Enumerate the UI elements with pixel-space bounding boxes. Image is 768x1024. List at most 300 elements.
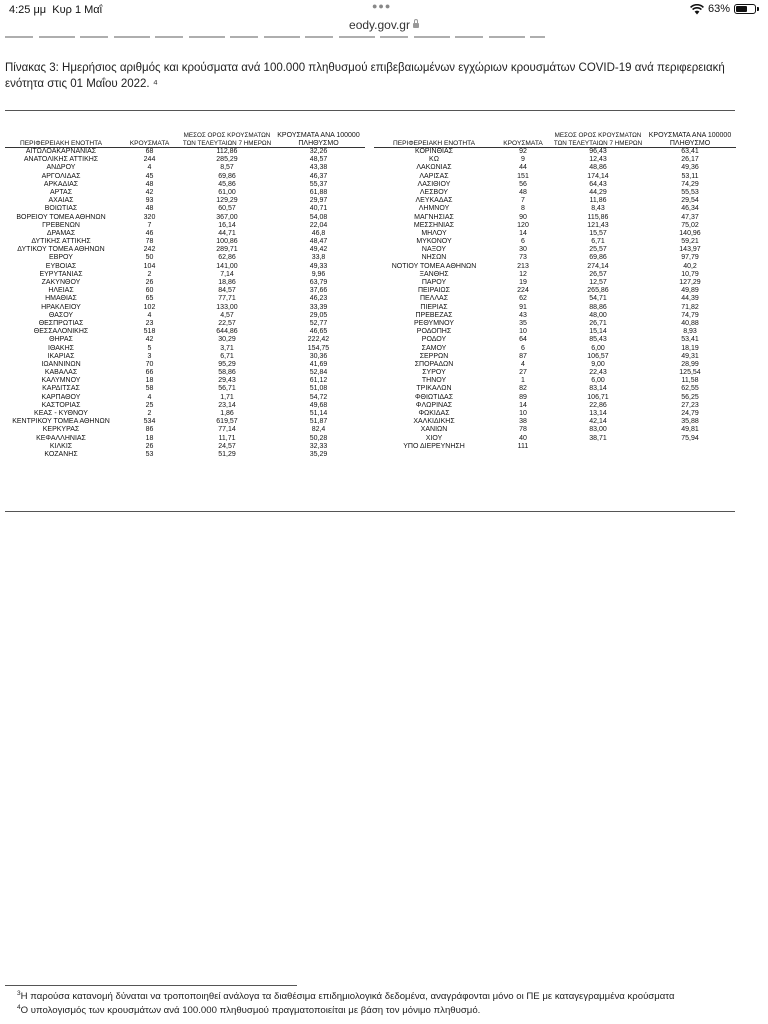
table-row [5, 435, 365, 443]
cell-per100k: 40,88 [681, 319, 699, 327]
cell-cases: 62 [519, 295, 527, 303]
table-row [374, 197, 736, 205]
cell-per100k: 43,38 [309, 164, 328, 172]
cell-per100k: 29,05 [309, 311, 328, 319]
cell-per100k: 71,82 [681, 303, 699, 311]
table-row [5, 410, 365, 418]
cell-unit: ΘΗΡΑΣ [49, 336, 73, 344]
table-row [374, 435, 736, 443]
cell-cases: 151 [517, 172, 529, 180]
footnote-4: $^4$Ο υπολογισμός των κρουσμάτων ανά 100.000 πληθυσμού πραγματοποιείται με βάση τον μόνιμο πληθυσμό. [17, 1004, 481, 1016]
battery-icon [734, 4, 756, 14]
cell-per100k: 49,42 [309, 246, 328, 254]
cell-cases: 35 [519, 319, 527, 327]
cell-unit: ΔΡΑΜΑΣ [46, 229, 76, 237]
cell-cases: 60 [145, 287, 154, 295]
table-row [374, 328, 736, 336]
cell-avg7: 106,71 [587, 393, 609, 401]
cell-avg7: 11,86 [589, 197, 607, 205]
table-row [374, 263, 736, 271]
cell-unit: ΚΑΡΠΑΘΟΥ [41, 393, 81, 401]
table-row [5, 295, 365, 303]
cell-per100k: 30,36 [309, 352, 328, 360]
cell-per100k: 29,54 [681, 197, 699, 205]
cell-unit: ΚΙΛΚΙΣ [49, 442, 73, 450]
cell-unit: ΝΗΣΩΝ [421, 254, 447, 262]
cell-per100k: 37,66 [309, 287, 328, 295]
table-header [5, 126, 365, 148]
cell-cases: 53 [145, 450, 154, 458]
table-row [5, 304, 365, 312]
table-row [5, 271, 365, 279]
cell-cases: 1 [521, 377, 525, 385]
cell-avg7: 61,00 [218, 188, 236, 196]
cell-unit: ΚΑΛΥΜΝΟΥ [41, 377, 81, 385]
table-row [374, 377, 736, 385]
header-avg7: ΜΕΣΟΣ ΟΡΟΣ ΚΡΟΥΣΜΑΤΩΝ ΤΩΝ ΤΕΛΕΥΤΑΙΩΝ 7 ΗΜΕΡΩΝ [553, 132, 643, 147]
cell-avg7: 121,43 [587, 221, 609, 229]
cell-cases: 89 [519, 393, 527, 401]
cell-avg7: 15,57 [589, 229, 607, 237]
table-row [5, 377, 365, 385]
cell-unit: ΛΗΜΝΟΥ [418, 205, 450, 213]
clipped-previous-content [5, 36, 545, 38]
cell-cases: 2 [147, 410, 152, 417]
cell-per100k: 143,97 [679, 246, 701, 254]
cell-avg7: 25,57 [589, 246, 607, 254]
cell-cases: 104 [143, 262, 156, 270]
table-row [5, 320, 365, 328]
cell-unit: ΣΕΡΡΩΝ [419, 352, 449, 360]
cell-per100k: 41,69 [309, 360, 328, 368]
cell-cases: 26 [145, 279, 154, 286]
cell-per100k: 49,89 [681, 287, 699, 295]
cell-cases: 27 [519, 369, 527, 377]
cell-cases: 111 [517, 442, 529, 450]
cell-unit: ΑΙΤΩΛΟΑΚΑΡΝΑΝΙΑΣ [25, 148, 97, 155]
cell-per100k: 35,29 [309, 450, 328, 458]
cell-unit: ΛΑΣΙΘΙΟΥ [417, 180, 451, 188]
multitasking-dots-icon[interactable]: ●●● [372, 1, 392, 11]
cell-per100k: 29,97 [309, 197, 328, 205]
cell-avg7: 6,71 [591, 238, 605, 246]
cell-avg7: 15,14 [589, 328, 607, 336]
cell-unit: ΣΠΟΡΑΔΩΝ [414, 360, 454, 368]
cell-per100k: 51,08 [309, 385, 328, 393]
cell-per100k: 28,99 [681, 360, 699, 368]
cell-avg7: 30,29 [218, 336, 236, 344]
cell-unit: ΑΝΑΤΟΛΙΚΗΣ ΑΤΤΙΚΗΣ [23, 156, 99, 164]
table-row [374, 181, 736, 189]
cell-avg7 [552, 443, 644, 451]
table-row [5, 181, 365, 189]
cell-unit: ΤΗΝΟΥ [421, 377, 447, 385]
cell-cases: 224 [517, 287, 529, 295]
table-row [374, 410, 736, 418]
cell-per100k: 53,11 [681, 172, 699, 180]
cell-avg7: 83,14 [589, 385, 607, 393]
table-row [374, 320, 736, 328]
table-bottom-rule [5, 511, 735, 512]
cell-unit: ΗΜΑΘΙΑΣ [45, 295, 77, 303]
cell-per100k: 55,53 [681, 188, 699, 196]
cell-avg7: 58,86 [218, 369, 236, 377]
cell-unit: ΥΠΟ ΔΙΕΡΕΥΝΗΣΗ [403, 442, 465, 450]
cell-unit: ΡΟΔΟΠΗΣ [416, 328, 452, 336]
table-row [374, 369, 736, 377]
cell-cases: 9 [521, 156, 525, 164]
cell-unit: ΒΟΡΕΙΟΥ ΤΟΜΕΑ ΑΘΗΝΩΝ [16, 213, 106, 221]
cell-per100k: 26,17 [681, 156, 699, 164]
cell-unit: ΛΑΚΩΝΙΑΣ [416, 164, 452, 172]
cell-unit: ΗΡΑΚΛΕΙΟΥ [41, 303, 81, 311]
cell-cases: 44 [519, 164, 527, 172]
table-row [5, 361, 365, 369]
table-row [5, 443, 365, 451]
cell-unit: ΧΑΝΙΩΝ [420, 426, 448, 434]
cell-avg7: 12,57 [589, 279, 607, 286]
cell-per100k: 51,14 [309, 410, 328, 417]
cell-unit: ΡΟΔΟΥ [421, 336, 447, 344]
table-row [5, 451, 365, 459]
cell-cases: 40 [519, 434, 527, 442]
header-avg7: ΜΕΣΟΣ ΟΡΟΣ ΚΡΟΥΣΜΑΤΩΝ ΤΩΝ ΤΕΛΕΥΤΑΙΩΝ 7 ΗΜΕΡΩΝ [182, 132, 272, 147]
cell-per100k: 22,04 [309, 221, 328, 229]
cell-avg7: 22,43 [589, 369, 607, 377]
cell-cases: 7 [147, 221, 152, 229]
cell-avg7: 42,14 [589, 418, 607, 426]
cell-unit: ΚΟΖΑΝΗΣ [44, 450, 78, 458]
cell-unit: ΘΕΣΠΡΩΤΙΑΣ [38, 319, 84, 327]
cell-unit: ΘΕΣΣΑΛΟΝΙΚΗΣ [33, 328, 89, 336]
cell-unit: ΚΩ [429, 156, 439, 164]
cell-unit: ΜΗΛΟΥ [421, 229, 447, 237]
cell-unit: ΚΑΣΤΟΡΙΑΣ [41, 401, 81, 409]
cell-unit: ΑΡΤΑΣ [49, 188, 73, 196]
table-row [5, 189, 365, 197]
cell-per100k: 62,55 [681, 385, 699, 393]
cell-avg7: 16,14 [218, 221, 236, 229]
cell-cases: 120 [517, 221, 529, 229]
cell-per100k: 46,34 [681, 205, 699, 213]
cell-unit: ΖΑΚΥΝΘΟΥ [41, 279, 81, 286]
cell-unit: ΑΡΓΟΛΙΔΑΣ [41, 172, 81, 180]
cell-per100k: 51,87 [309, 418, 328, 426]
cell-per100k: 74,29 [681, 180, 699, 188]
cell-cases: 90 [519, 213, 527, 221]
cell-avg7: 83,00 [589, 426, 607, 434]
cell-cases: 4 [521, 360, 525, 368]
cell-avg7: 26,57 [589, 270, 607, 278]
cell-cases: 48 [145, 205, 154, 213]
table-row [374, 246, 736, 254]
cell-avg7: 115,86 [587, 213, 609, 221]
cell-unit: ΝΟΤΙΟΥ ΤΟΜΕΑ ΑΘΗΝΩΝ [391, 262, 477, 270]
cell-per100k: 56,25 [681, 393, 699, 401]
cell-cases: 244 [143, 156, 156, 164]
table-row [5, 222, 365, 230]
cell-unit: ΔΥΤΙΚΗΣ ΑΤΤΙΚΗΣ [31, 238, 91, 246]
table-row [5, 394, 365, 402]
cell-per100k: 32,33 [309, 442, 328, 450]
cell-per100k: 50,28 [309, 434, 328, 442]
footnote-3: $^3$Η παρούσα κατανομή δύναται να τροποποιηθεί ανάλογα τα διαθέσιμα επιδημιολογικά δεδομένα, αναγράφονται μόνο οι ΠΕ με καταγεγραμμένα κρούσματα [17, 990, 675, 1002]
table-left-half [5, 126, 365, 459]
cell-cases: 14 [519, 229, 527, 237]
header-cases: ΚΡΟΥΣΜΑΤΑ [129, 139, 170, 147]
cell-avg7: 54,71 [589, 295, 607, 303]
cell-unit: ΠΕΛΛΑΣ [419, 295, 449, 303]
cell-avg7: 100,86 [216, 238, 238, 246]
cell-per100k: 9,96 [311, 270, 326, 278]
cell-per100k: 49,36 [681, 164, 699, 172]
header-unit: ΠΕΡΙΦΕΡΕΙΑΚΗ ΕΝΟΤΗΤΑ [392, 139, 476, 147]
cell-cases: 10 [519, 410, 527, 417]
cell-unit: ΚΕΦΑΛΛΗΝΙΑΣ [36, 434, 86, 442]
cell-avg7: 174,14 [587, 172, 609, 180]
table-row [374, 345, 736, 353]
cell-cases: 92 [519, 148, 527, 155]
table-row [374, 173, 736, 181]
table-row [374, 205, 736, 213]
table-header [374, 126, 736, 148]
cell-cases: 242 [143, 246, 156, 254]
cell-unit: ΦΩΚΙΔΑΣ [418, 410, 450, 417]
cell-cases: 42 [145, 188, 154, 196]
cell-cases: 66 [145, 369, 154, 377]
cell-per100k: 24,79 [681, 410, 699, 417]
table-row [374, 254, 736, 262]
cell-per100k: 46,37 [309, 172, 328, 180]
cell-unit: ΛΕΥΚΑΔΑΣ [415, 197, 453, 205]
table-row [5, 287, 365, 295]
cell-unit: ΜΑΓΝΗΣΙΑΣ [414, 213, 454, 221]
cell-cases: 8 [521, 205, 525, 213]
cell-per100k: 46,23 [309, 295, 328, 303]
cell-avg7: 85,43 [589, 336, 607, 344]
cell-per100k: 63,79 [309, 279, 328, 286]
cell-cases: 68 [145, 148, 154, 155]
cell-avg7: 62,86 [218, 254, 236, 262]
table-body-left [5, 148, 365, 459]
cell-cases: 320 [143, 213, 156, 221]
cell-per100k: 49,81 [681, 426, 699, 434]
table-row [374, 271, 736, 279]
cell-avg7: 8,57 [220, 164, 234, 172]
cell-cases: 2 [147, 270, 152, 278]
cell-cases: 6 [521, 238, 525, 246]
cell-cases: 534 [143, 418, 156, 426]
cell-per100k: 54,08 [309, 213, 328, 221]
cell-cases: 78 [145, 238, 154, 246]
cell-unit: ΙΚΑΡΙΑΣ [47, 352, 75, 360]
cell-per100k [644, 443, 736, 451]
cell-cases: 45 [145, 172, 154, 180]
cell-cases: 43 [519, 311, 527, 319]
table-row [5, 385, 365, 393]
cell-cases: 38 [519, 418, 527, 426]
cell-per100k: 44,39 [681, 295, 699, 303]
cell-unit: ΦΘΙΩΤΙΔΑΣ [414, 393, 454, 401]
table-row [374, 361, 736, 369]
table-row [5, 214, 365, 222]
cell-per100k: 61,12 [309, 377, 328, 385]
cell-unit: ΚΑΡΔΙΤΣΑΣ [42, 385, 80, 393]
table-row [374, 443, 736, 451]
cell-avg7: 289,71 [216, 246, 238, 254]
header-per100k: ΚΡΟΥΣΜΑΤΑ ΑΝΑ 100000 ΠΛΗΘΥΣΜΟ [277, 132, 360, 147]
cell-avg7: 619,57 [216, 418, 238, 426]
cell-avg7: 48,86 [589, 164, 607, 172]
cell-cases: 10 [519, 328, 527, 336]
table-row [374, 426, 736, 434]
cell-per100k: 140,96 [679, 229, 701, 237]
table-row [374, 336, 736, 344]
cell-avg7: 18,86 [218, 279, 236, 286]
cell-unit: ΑΝΔΡΟΥ [46, 164, 76, 172]
cell-avg7: 22,57 [218, 319, 236, 327]
cell-unit: ΕΒΡΟΥ [49, 254, 73, 262]
cell-unit: ΜΥΚΟΝΟΥ [416, 238, 452, 246]
cell-unit: ΣΥΡΟΥ [422, 369, 446, 377]
cell-avg7: 6,00 [591, 377, 605, 385]
cell-unit: ΦΛΩΡΙΝΑΣ [415, 401, 453, 409]
cell-cases: 5 [147, 344, 152, 352]
table-row [5, 246, 365, 254]
cell-avg7: 106,57 [587, 352, 609, 360]
cell-per100k: 53,41 [681, 336, 699, 344]
cell-per100k: 49,33 [309, 262, 328, 270]
cell-avg7: 64,43 [589, 180, 607, 188]
header-unit: ΠΕΡΙΦΕΡΕΙΑΚΗ ΕΝΟΤΗΤΑ [19, 139, 103, 147]
cell-per100k: 74,79 [681, 311, 699, 319]
cell-unit: ΧΑΛΚΙΔΙΚΗΣ [413, 418, 455, 426]
cell-per100k: 11,58 [681, 377, 699, 385]
table-row [5, 156, 365, 164]
cell-unit: ΠΙΕΡΙΑΣ [420, 303, 448, 311]
wifi-icon [690, 4, 704, 15]
cell-unit: ΣΑΜΟΥ [421, 344, 447, 352]
table-row [5, 418, 365, 426]
cell-cases: 87 [519, 352, 527, 360]
cell-per100k: 154,75 [307, 344, 330, 352]
cell-avg7: 9,00 [591, 360, 605, 368]
cell-unit: ΤΡΙΚΑΛΩΝ [416, 385, 452, 393]
cell-per100k: 49,31 [681, 352, 699, 360]
cell-avg7: 6,71 [220, 352, 234, 360]
cell-cases: 4 [147, 164, 152, 172]
cell-cases: 48 [145, 180, 154, 188]
cell-per100k: 97,79 [681, 254, 699, 262]
table-row [374, 353, 736, 361]
table-row [5, 345, 365, 353]
table-row [5, 173, 365, 181]
cell-per100k: 46,8 [311, 229, 326, 237]
table-caption: Πίνακας 3: Ημερήσιος αριθμός και κρούσματα ανά 100.000 πληθυσμού επιβεβαιωμένων εγχώριων κρουσμάτων COVID-19 ανά περιφερειακή ενότητα στις 01 Μαΐου 2022. ⁴ [5, 62, 725, 90]
cell-unit: ΜΕΣΣΗΝΙΑΣ [413, 221, 455, 229]
cell-avg7: 44,71 [218, 229, 236, 237]
header-per100k: ΚΡΟΥΣΜΑΤΑ ΑΝΑ 100000 ΠΛΗΘΥΣΜΟ [648, 132, 732, 147]
cell-per100k: 8,93 [683, 328, 697, 336]
cell-per100k: 35,88 [681, 418, 699, 426]
cell-cases: 6 [521, 344, 525, 352]
table-row [5, 312, 365, 320]
cell-cases: 82 [519, 385, 527, 393]
cell-per100k: 75,94 [681, 434, 699, 442]
cell-avg7: 1,86 [220, 410, 234, 417]
cell-per100k: 48,57 [309, 156, 328, 164]
cell-unit: ΓΡΕΒΕΝΩΝ [42, 221, 80, 229]
cell-cases: 18 [145, 434, 154, 442]
cell-avg7: 133,00 [216, 303, 238, 311]
cell-per100k: 40,2 [683, 262, 697, 270]
cell-avg7: 1,71 [220, 393, 234, 401]
cell-cases: 23 [145, 319, 154, 327]
cell-unit: ΞΑΝΘΗΣ [419, 270, 449, 278]
cell-per100k: 125,54 [679, 369, 701, 377]
table-row [374, 312, 736, 320]
table-row [374, 279, 736, 287]
cell-cases: 58 [145, 385, 154, 393]
table-row [5, 336, 365, 344]
status-time-date: 4:25 μμ Κυρ 1 Μαΐ [9, 4, 103, 16]
cell-avg7: 45,86 [218, 180, 236, 188]
cell-per100k: 127,29 [679, 279, 701, 286]
cell-per100k: 52,84 [309, 369, 328, 377]
cell-avg7: 44,29 [589, 188, 607, 196]
cell-unit: ΡΕΘΥΜΝΟΥ [413, 319, 454, 327]
table-right-half [374, 126, 736, 451]
cell-per100k: 54,72 [309, 393, 328, 401]
cell-avg7: 22,86 [589, 401, 607, 409]
table-row [5, 353, 365, 361]
cell-avg7: 84,57 [218, 287, 236, 295]
address-bar[interactable] [0, 18, 768, 36]
cell-per100k: 33,8 [311, 254, 326, 262]
cell-per100k: 40,71 [309, 205, 328, 213]
status-bar [0, 0, 768, 20]
cell-avg7: 88,86 [589, 303, 607, 311]
cell-per100k: 59,21 [681, 238, 699, 246]
table-row [374, 394, 736, 402]
cell-unit: ΛΑΡΙΣΑΣ [419, 172, 449, 180]
cell-avg7: 77,71 [218, 295, 236, 303]
cell-unit: ΙΩΑΝΝΙΝΩΝ [41, 360, 81, 368]
table-row [5, 148, 365, 156]
table-row [5, 197, 365, 205]
cell-cases: 78 [519, 426, 527, 434]
table-row [374, 418, 736, 426]
table-row [5, 279, 365, 287]
cell-avg7: 112,86 [216, 148, 238, 155]
cell-per100k: 49,68 [309, 401, 328, 409]
table-top-rule [5, 110, 735, 111]
cell-cases: 7 [521, 197, 525, 205]
cell-avg7: 69,86 [589, 254, 607, 262]
footnotes [17, 990, 757, 1018]
cell-avg7: 7,14 [220, 270, 234, 278]
cell-unit: ΠΡΕΒΕΖΑΣ [415, 311, 453, 319]
cell-per100k: 47,37 [681, 213, 699, 221]
table-row [5, 230, 365, 238]
cell-cases: 518 [143, 328, 156, 336]
battery-percentage: 63% [707, 3, 730, 15]
cell-unit: ΘΑΣΟΥ [48, 311, 74, 319]
cell-cases: 86 [145, 426, 154, 434]
header-cases: ΚΡΟΥΣΜΑΤΑ [503, 139, 543, 147]
table-row [374, 164, 736, 172]
cell-avg7: 77,14 [218, 426, 236, 434]
